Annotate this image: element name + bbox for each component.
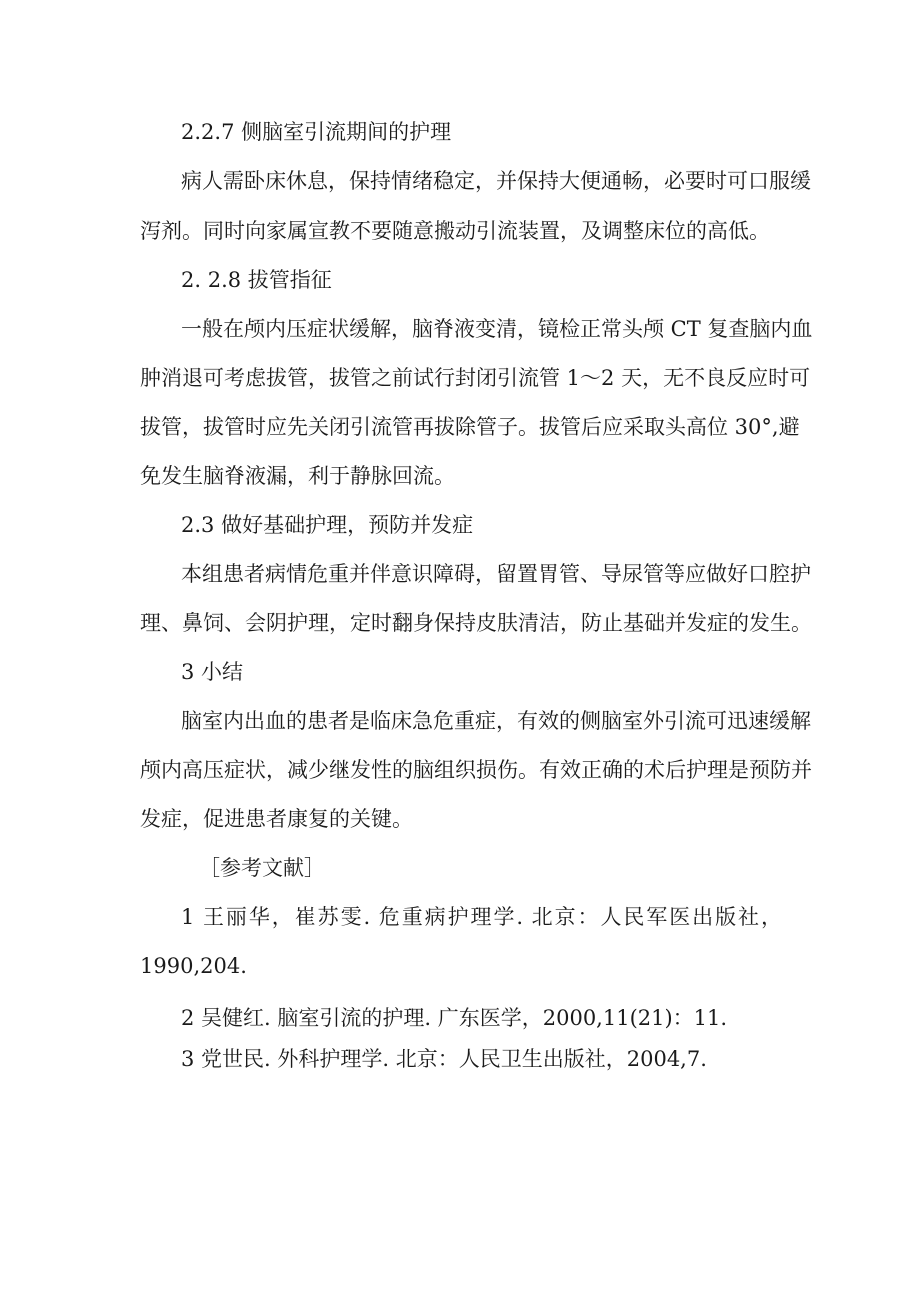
paragraph-line: 本组患者病情危重并伴意识障碍，留置胃管、导尿管等应做好口腔护	[181, 562, 811, 586]
paragraph-line: 理、鼻饲、会阴护理，定时翻身保持皮肤清洁，防止基础并发症的发生。	[140, 611, 812, 635]
paragraph-line: 肿消退可考虑拔管，拔管之前试行封闭引流管 1～2 天，无不良反应时可	[140, 366, 811, 390]
paragraph-line: 免发生脑脊液漏，利于静脉回流。	[140, 464, 455, 488]
section-heading-2-2-8: 2. 2.8 拔管指征	[181, 268, 332, 292]
paragraph-line: 一般在颅内压症状缓解，脑脊液变清，镜检正常头颅 CT 复查脑内血	[181, 317, 813, 341]
paragraph-line: 脑室内出血的患者是临床急危重症，有效的侧脑室外引流可迅速缓解	[181, 709, 811, 733]
section-heading-2-3: 2.3 做好基础护理，预防并发症	[181, 513, 474, 537]
paragraph-line: 发症，促进患者康复的关键。	[140, 807, 413, 831]
references-heading: ［参考文献］	[199, 856, 325, 880]
reference-item-1-cont: 1990,204.	[140, 954, 247, 978]
reference-item-2: 2 吴健红. 脑室引流的护理. 广东医学，2000,11(21)：11.	[181, 1006, 728, 1030]
paragraph-line: 病人需卧床休息，保持情绪稳定，并保持大便通畅，必要时可口服缓	[181, 169, 811, 193]
reference-item-3: 3 党世民. 外科护理学. 北京：人民卫生出版社，2004,7.	[181, 1047, 707, 1071]
reference-item-1: 1 王丽华，崔苏雯. 危重病护理学. 北京：人民军医出版社，	[181, 905, 782, 929]
paragraph-line: 泻剂。同时向家属宣教不要随意搬动引流装置，及调整床位的高低。	[140, 219, 770, 243]
section-heading-2-2-7: 2.2.7 侧脑室引流期间的护理	[181, 120, 452, 144]
section-heading-3: 3 小结	[181, 660, 244, 684]
paragraph-line: 拔管，拔管时应先关闭引流管再拔除管子。拔管后应采取头高位 30°,避	[140, 415, 800, 439]
paragraph-line: 颅内高压症状，减少继发性的脑组织损伤。有效正确的术后护理是预防并	[140, 758, 812, 782]
